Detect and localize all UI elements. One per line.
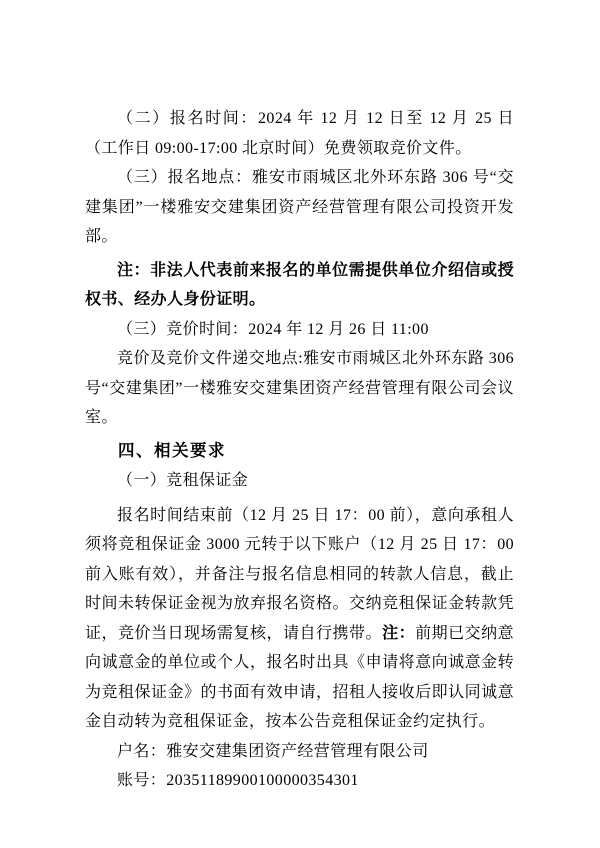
paragraph-deposit-body bbox=[85, 501, 514, 737]
paragraph-registration-note: 注：非法人代表前来报名的单位需提供单位介绍信或授权书、经办人身份证明。 bbox=[85, 261, 514, 308]
account-name-label: 户名： bbox=[117, 742, 167, 760]
section-heading-requirements: 四、相关要求 bbox=[118, 441, 226, 460]
account-number-label: 账号： bbox=[117, 772, 167, 789]
deposit-note-label: 注： bbox=[382, 624, 416, 642]
paragraph-account-number bbox=[85, 766, 514, 796]
paragraph-signup-time: （二）报名时间：2024 年 12 月 12 日至 12 月 25 日（工作日 09:00-17:00 北京时间）免费领取竞价文件。 bbox=[85, 110, 514, 157]
account-number-value: 20351189900100000354301 bbox=[166, 772, 359, 789]
paragraph-bid-place: 竞价及竞价文件递交地点:雅安市雨城区北外环东路 306 号“交建集团”一楼雅安交建集团资产经营管理有限公司会议室。 bbox=[85, 350, 514, 426]
deposit-body-text-1: 报名时间结束前（12 月 25 日 17：00 前），意向承租人须将竞租保证金 3000 元转于以下账户（12 月 25 日 17：00 前入账有效），并备注与报名信息相同的转款人信息，截止时间未转保证金视为放弃报名资格。交纳竞租保证金转款凭证，竞价当日现场需复核，请自行携带。 bbox=[85, 506, 514, 642]
account-name-value: 雅安交建集团资产经营管理有限公司 bbox=[166, 742, 429, 760]
deposit-body-text-2: 前期已交纳意向诚意金的单位或个人，报名时出具《申请将意向诚意金转为竞租保证金》的书面有效申请，招租人接收后即认同诚意金自动转为竞租保证金，按本公告竞租保证金约定执行。 bbox=[85, 624, 514, 730]
paragraph-signup-place: （三）报名地点：雅安市雨城区北外环东路 306 号“交建集团”一楼雅安交建集团资产经营管理有限公司投资开发部。 bbox=[85, 169, 514, 245]
paragraph-bid-time: （三）竞价时间：2024 年 12 月 26 日 11:00 bbox=[117, 320, 429, 338]
paragraph-deposit-subheading: （一）竞租保证金 bbox=[117, 472, 249, 489]
paragraph-account-name bbox=[85, 737, 514, 767]
